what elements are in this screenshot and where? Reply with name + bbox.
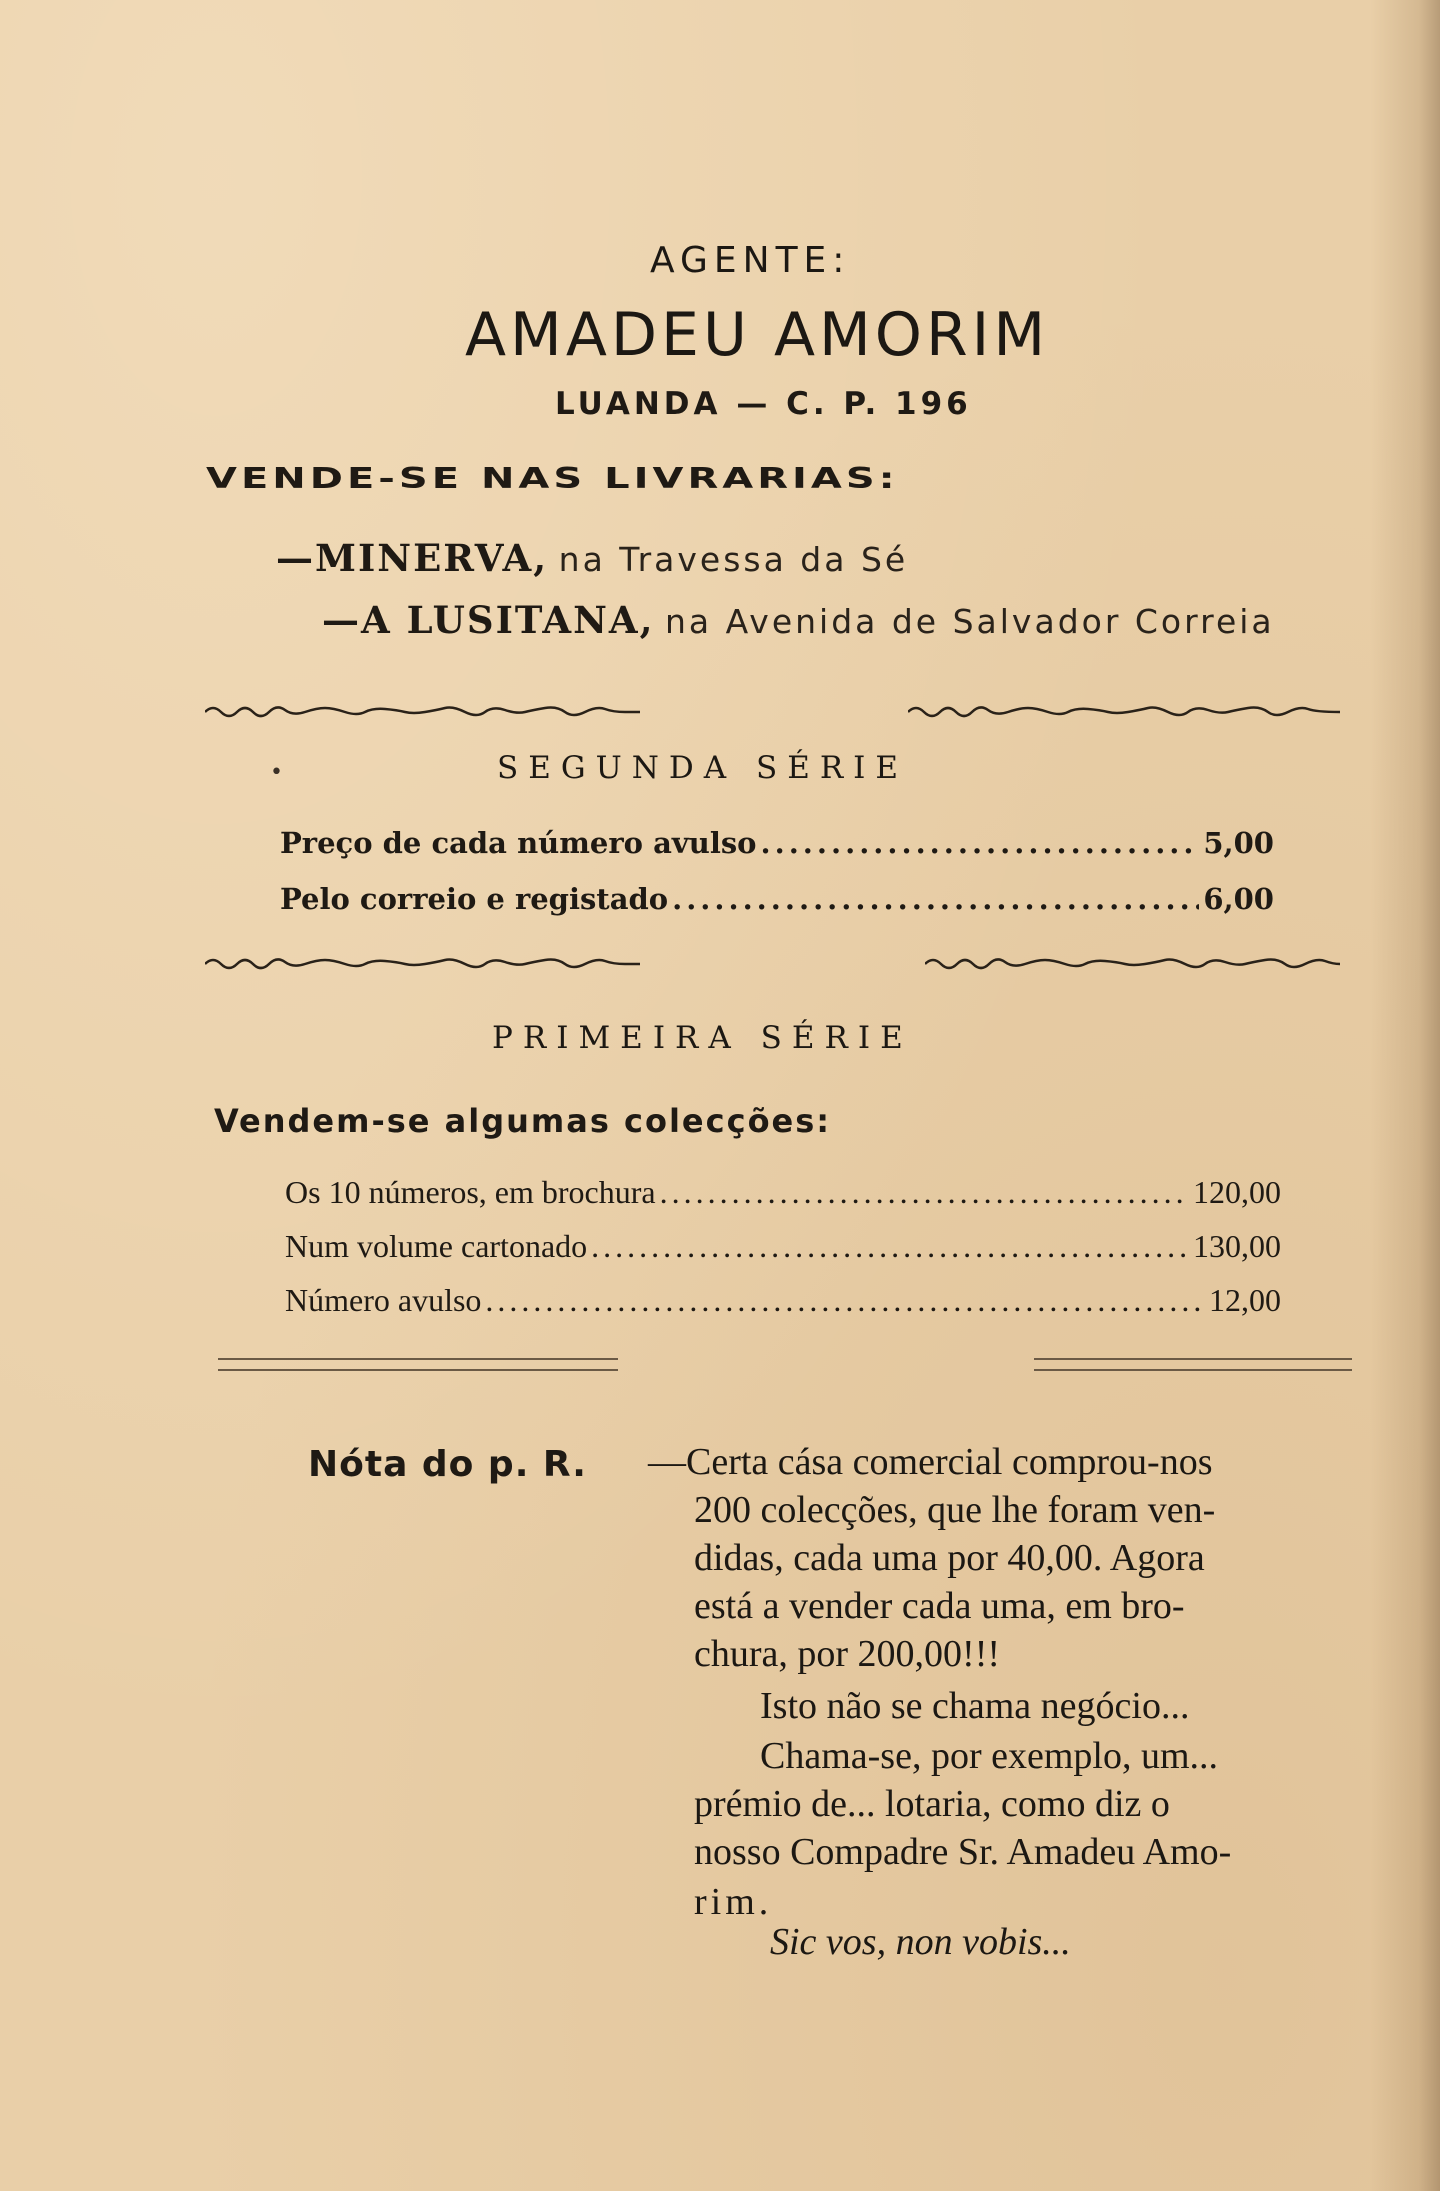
price-row <box>285 1282 1281 1319</box>
bullet-dot: • <box>270 760 283 785</box>
bookshop-location: na Avenida de Salvador Correia <box>665 602 1275 641</box>
bookshop-separator: , <box>639 598 655 642</box>
bookshop-location: na Travessa da Sé <box>558 540 909 579</box>
bookshop-dash: — <box>322 598 361 642</box>
agent-address: LUANDA — C. P. 196 <box>555 386 972 422</box>
dot-leader <box>591 1228 1189 1265</box>
note-line: —Certa cása comercial comprou-nos <box>648 1441 1213 1483</box>
dot-leader <box>672 882 1199 916</box>
colecoes-subheading: Vendem-se algumas colecções: <box>214 1102 832 1140</box>
price-value: 5,00 <box>1203 826 1274 860</box>
bookshop-lusitana <box>322 598 1275 642</box>
note-line: 200 colecções, que lhe foram ven- <box>694 1489 1216 1531</box>
bookshop-name: A LUSITANA <box>361 598 640 642</box>
price-row <box>280 826 1274 860</box>
note-line: está a vender cada uma, em bro- <box>694 1585 1185 1627</box>
bookshop-separator: , <box>533 536 549 580</box>
note-line: Chama-se, por exemplo, um... <box>760 1735 1219 1777</box>
wavy-ornament-right-top <box>908 700 1340 720</box>
bookshop-dash: — <box>276 536 315 580</box>
price-label: Os 10 números, em brochura <box>285 1174 656 1210</box>
dot-leader <box>660 1174 1189 1211</box>
segunda-serie-heading: SEGUNDA SÉRIE <box>497 750 909 786</box>
note-line: Isto não se chama negócio... <box>760 1685 1190 1727</box>
wavy-ornament-left-top <box>205 700 640 720</box>
price-label: Número avulso <box>285 1282 482 1318</box>
price-value: 120,00 <box>1193 1174 1281 1210</box>
note-line: chura, por 200,00!!! <box>694 1633 1001 1675</box>
price-label: Num volume cartonado <box>285 1228 588 1264</box>
bookshop-name: MINERVA <box>315 536 534 580</box>
note-closing-line: Sic vos, non vobis... <box>770 1921 1071 1963</box>
price-row <box>280 882 1274 916</box>
note-line: nosso Compadre Sr. Amadeu Amo- <box>694 1831 1232 1873</box>
double-rule-right <box>1034 1358 1352 1371</box>
double-rule-left <box>218 1358 618 1371</box>
note-line: didas, cada uma por 40,00. Agora <box>694 1537 1205 1579</box>
note-line: prémio de... lotaria, como diz o <box>694 1783 1170 1825</box>
wavy-ornament-left-bottom <box>205 952 640 972</box>
price-row <box>285 1174 1281 1211</box>
price-value: 6,00 <box>1203 882 1274 916</box>
price-value: 12,00 <box>1209 1282 1281 1318</box>
primeira-serie-heading: PRIMEIRA SÉRIE <box>492 1020 913 1056</box>
wavy-ornament-right-bottom <box>925 952 1340 972</box>
price-value: 130,00 <box>1193 1228 1281 1264</box>
agent-label: AGENTE: <box>650 240 851 281</box>
note-lead: Nóta do p. R. <box>308 1444 587 1485</box>
dot-leader <box>485 1282 1205 1319</box>
page-edge-shadow <box>1370 0 1440 2191</box>
agent-name: AMADEU AMORIM <box>465 300 1050 370</box>
bookshops-heading: VENDE-SE NAS LIVRARIAS: <box>206 462 899 496</box>
bookshop-minerva <box>276 536 908 580</box>
dot-leader <box>761 826 1200 860</box>
note-line: rim. <box>694 1881 773 1923</box>
price-label: Pelo correio e registado <box>280 882 669 916</box>
price-label: Preço de cada número avulso <box>280 826 757 860</box>
price-row <box>285 1228 1281 1265</box>
